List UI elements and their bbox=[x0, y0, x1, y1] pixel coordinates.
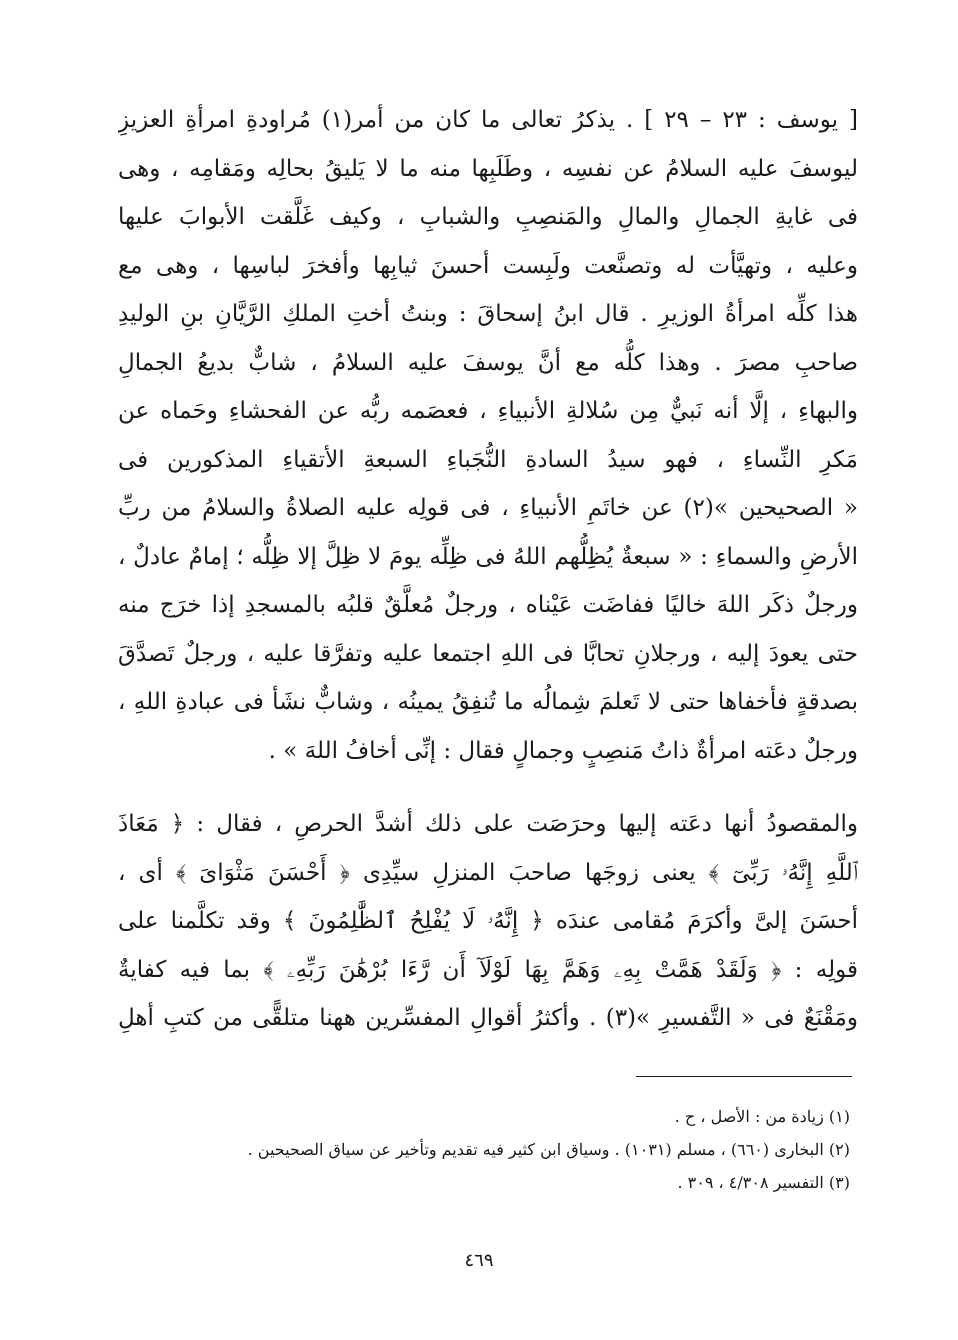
text-line: ومَقْنَعٌ فى « التَّفسيرِ »(٣) . وأكثرُ أقوالِ المفسِّرين ههنا متلقًّى من كتبِ أهلِ bbox=[118, 1005, 858, 1031]
footnote-separator bbox=[636, 1076, 852, 1077]
text-line: ورجلٌ دعَته امرأةٌ ذاتُ مَنصِبٍ وجمالٍ فقال : إنِّى أخافُ اللهَ » . bbox=[268, 737, 858, 764]
text-line: حتى يعودَ إليه ، ورجلانِ تحابَّا فى اللهِ اجتمعا عليه وتفرَّقا عليه ، ورجلٌ تَصدَّقَ bbox=[118, 640, 858, 667]
footnotes bbox=[118, 1100, 850, 1199]
text-line: هذا كلِّه امرأةُ الوزيرِ . قال ابنُ إسحاقَ : وبنتُ أختِ الملكِ الرَّيَّانِ بنِ الوليدِ bbox=[118, 301, 858, 327]
text-line: فى غايةِ الجمالِ والمالِ والمَنصِبِ والشبابِ ، وكيف غَلَّقت الأبوابَ عليها bbox=[118, 204, 858, 230]
text-line: مَكرِ النِّساءِ ، فهو سيدُ السادةِ النُّجَباءِ السبعةِ الأتقياءِ المذكورين فى bbox=[118, 446, 858, 473]
text-line: أحسَنَ إلىَّ وأكرَمَ مُقامى عندَه ﴿ إِنَّهُۥ لَا يُفْلِحُ ٱلظَّٰلِمُونَ ﴾ وقد تكلَّمنا على bbox=[118, 908, 858, 934]
text-line: والمقصودُ أنها دعَته إليها وحرَصَت على ذلك أشدَّ الحرصِ ، فقال : ﴿ مَعَاذَ bbox=[118, 811, 858, 837]
text-line: قولِه : ﴿ وَلَقَدْ هَمَّتْ بِهِۦ وَهَمَّ بِهَا لَوْلَآ أَن رَّءَا بُرْهَٰنَ رَبِّهِۦ ﴾ بما فيه كفايةٌ bbox=[118, 956, 858, 983]
paragraph-2 bbox=[118, 800, 858, 1043]
text-line: ليوسفَ عليه السلامُ عن نفسِه ، وطَلَبِها منه ما لا يَليقُ بحالِه ومَقامِه ، وهى bbox=[118, 155, 858, 182]
footnote: (٢) البخارى (٦٦٠) ، مسلم (١٠٣١) . وسياق ابن كثير فيه تقديم وتأخير عن سياق الصحيحين . bbox=[247, 1140, 850, 1159]
text-line: [ يوسف : ٢٣ – ٢٩ ] . يذكرُ تعالى ما كان من أمر(١) مُراودةِ امرأةِ العزيزِ bbox=[118, 107, 858, 133]
footnote: (١) زيادة من : الأصل ، ح . bbox=[674, 1107, 850, 1126]
text-line: ٱللَّهِ إِنَّهُۥ رَبِّىٓ ﴾ يعنى زوجَها صاحبَ المنزلِ سيِّدِى ﴿ أَحْسَنَ مَثْوَاىَ ﴾ أى ، bbox=[118, 859, 858, 886]
paragraph-1 bbox=[118, 96, 858, 775]
text-line: ورجلٌ ذكَر اللهَ خاليًا ففاضَت عَيْناه ، ورجلٌ مُعلَّقٌ قلبُه بالمسجدِ إذا خرَج منه bbox=[118, 592, 858, 618]
text-line: صاحبِ مصرَ . وهذا كلُّه مع أنَّ يوسفَ عليه السلامُ ، شابٌّ بديعُ الجمالِ bbox=[118, 349, 858, 376]
footnote: (٣) التفسير ٤/٣٠٨ ، ٣٠٩ . bbox=[677, 1173, 850, 1192]
text-line: بصدقةٍ فأخفاها حتى لا تَعلمَ شِمالُه ما تُنفِقُ يمينُه ، وشابٌّ نشَأ فى عبادةِ اللهِ ، bbox=[118, 689, 858, 715]
text-line: الأرضِ والسماءِ : « سبعةٌ يُظِلُّهم اللهُ فى ظِلِّه يومَ لا ظِلَّ إلا ظِلُّه ؛ إمامٌ عادلٌ ، bbox=[118, 543, 858, 570]
page-number: ٤٦٩ bbox=[464, 1250, 494, 1271]
text-line: والبهاءِ ، إلَّا أنه نَبيٌّ مِن سُلالةِ الأنبياءِ ، فعصَمه ربُّه عن الفحشاءِ وحَماه عن bbox=[118, 398, 858, 424]
text-line: وعليه ، وتهيَّأت له وتصنَّعت ولَبِست أحسنَ ثيابِها وأفخرَ لباسِها ، وهى مع bbox=[118, 252, 858, 279]
text-line: « الصحيحين »(٢) عن خاتَمِ الأنبياءِ ، فى قولِه عليه الصلاةُ والسلامُ من ربِّ bbox=[118, 495, 858, 521]
